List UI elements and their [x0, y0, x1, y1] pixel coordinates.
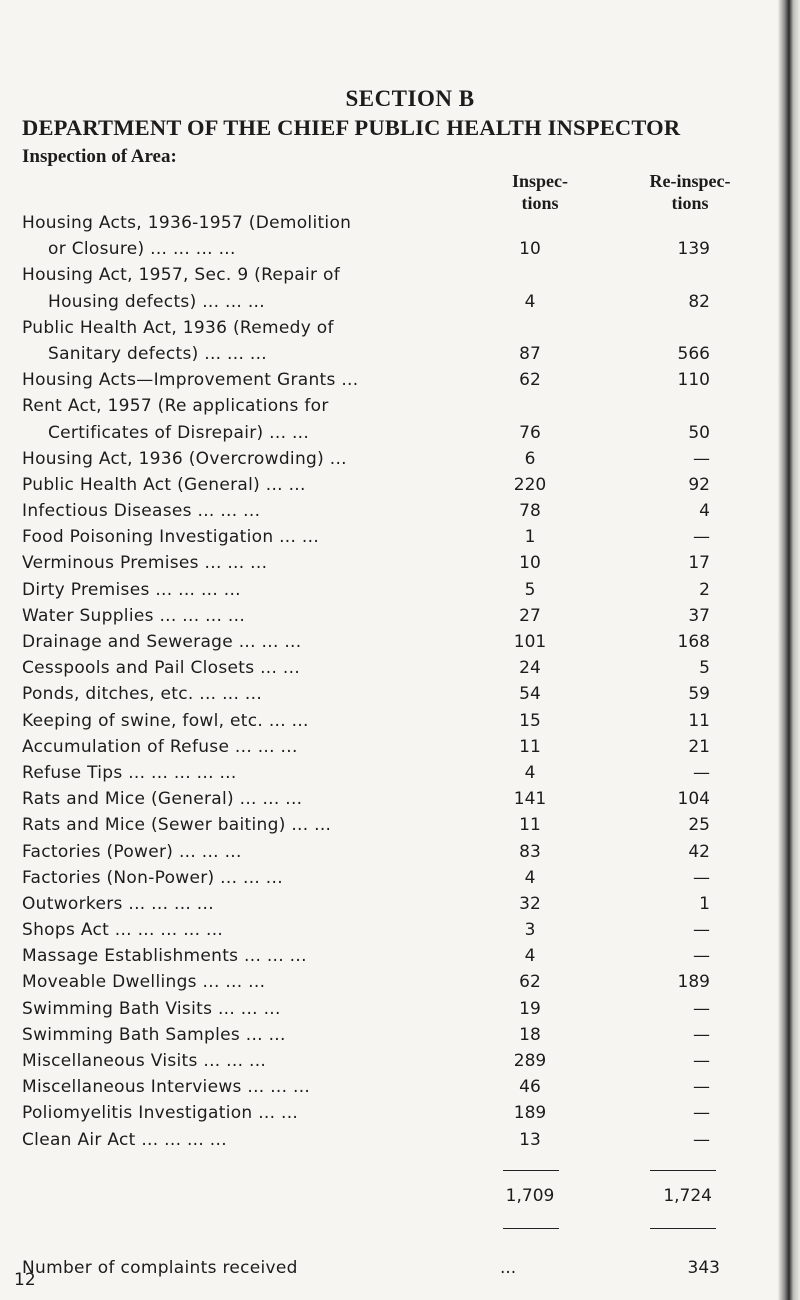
- table-row: [0, 315, 800, 341]
- row-label: Cesspools and Pail Closets ... ...: [22, 658, 301, 679]
- row-inspections: 5: [524, 579, 536, 600]
- row-label: Factories (Non-Power) ... ... ...: [22, 867, 283, 888]
- section-title: SECTION B: [345, 86, 475, 111]
- row-label: Water Supplies ... ... ... ...: [22, 605, 246, 626]
- row-label: Swimming Bath Samples ... ...: [22, 1024, 286, 1045]
- table-row: [0, 367, 800, 393]
- table-row: [0, 655, 800, 681]
- row-label: Dirty Premises ... ... ... ...: [22, 579, 241, 600]
- column-header-line: Re-inspec-: [649, 171, 731, 191]
- row-reinspections: 50: [688, 422, 710, 443]
- table-row: [0, 498, 800, 524]
- row-reinspections: 4: [699, 501, 710, 522]
- row-label: Miscellaneous Visits ... ... ...: [22, 1051, 267, 1071]
- row-label: Food Poisoning Investigation ... ...: [22, 527, 320, 548]
- table-row: [0, 839, 800, 865]
- row-reinspections: 168: [677, 632, 710, 652]
- row-reinspections: 110: [677, 370, 710, 391]
- table-row: [0, 472, 800, 498]
- complaints-leader: ...: [500, 1258, 517, 1278]
- row-label: Certificates of Disrepair) ... ...: [48, 422, 310, 443]
- row-label: Public Health Act (General) ... ...: [22, 474, 306, 495]
- row-inspections: 6: [524, 448, 536, 469]
- table-row: [0, 734, 800, 760]
- table-row: [0, 1100, 800, 1126]
- table-row: [0, 865, 800, 891]
- row-inspections: 54: [519, 684, 541, 705]
- column-header-line: tions: [521, 193, 559, 213]
- row-inspections: 4: [524, 291, 536, 312]
- row-inspections: 46: [519, 1077, 541, 1098]
- row-inspections: 141: [513, 789, 547, 810]
- row-label: Refuse Tips ... ... ... ... ...: [22, 762, 237, 783]
- table-row: [0, 996, 800, 1022]
- table-row: [0, 524, 800, 550]
- area-label: Inspection of Area:: [22, 146, 177, 167]
- row-reinspections: 59: [688, 684, 710, 705]
- row-inspections: 15: [519, 710, 541, 731]
- table-row: [0, 917, 800, 943]
- row-reinspections: —: [693, 762, 710, 783]
- row-reinspections: 566: [677, 343, 710, 364]
- row-label: Accumulation of Refuse ... ... ...: [22, 736, 298, 757]
- row-inspections: 3: [524, 920, 536, 941]
- row-label: Drainage and Sewerage ... ... ...: [22, 632, 302, 652]
- row-inspections: 1: [524, 527, 536, 548]
- table-row: [0, 760, 800, 786]
- row-reinspections: 2: [699, 579, 710, 600]
- row-label: Housing Acts—Improvement Grants ...: [22, 370, 359, 391]
- row-reinspections: —: [693, 1024, 710, 1045]
- table-row: [0, 786, 800, 812]
- column-header-line: tions: [671, 193, 709, 213]
- table-row: [0, 812, 800, 838]
- binding-edge: [778, 0, 800, 1300]
- row-label: Housing defects) ... ... ...: [48, 291, 265, 312]
- total-inspections: 1,709: [505, 1186, 555, 1206]
- row-reinspections: 37: [688, 605, 710, 626]
- row-inspections: 32: [519, 893, 541, 914]
- table-row: [0, 550, 800, 576]
- row-reinspections: —: [693, 1103, 710, 1124]
- table-row: [0, 1022, 800, 1048]
- department-title: DEPARTMENT OF THE CHIEF PUBLIC HEALTH INSPECTOR: [22, 115, 681, 140]
- total-rule-top-reinspections: [650, 1170, 716, 1171]
- table-row: [0, 236, 800, 262]
- row-reinspections: —: [693, 1077, 710, 1098]
- row-label: Infectious Diseases ... ... ...: [22, 501, 261, 522]
- row-reinspections: 82: [688, 291, 710, 312]
- row-inspections: 83: [519, 841, 541, 862]
- row-reinspections: 139: [677, 239, 710, 260]
- table-row: [0, 1048, 800, 1074]
- table-row: [0, 681, 800, 707]
- table-row: [0, 1127, 800, 1153]
- row-label: Rent Act, 1957 (Re applications for: [22, 396, 329, 417]
- total-rule-top-inspections: [503, 1170, 559, 1171]
- row-inspections: 189: [513, 1103, 547, 1124]
- row-inspections: 18: [519, 1024, 541, 1045]
- column-header-reinspections: [620, 170, 760, 214]
- row-label: Outworkers ... ... ... ...: [22, 893, 214, 914]
- table-row: [0, 708, 800, 734]
- row-inspections: 10: [519, 239, 541, 260]
- row-reinspections: —: [693, 920, 710, 941]
- row-reinspections: 21: [688, 736, 710, 757]
- complaints-value: 343: [687, 1258, 720, 1278]
- table-row: [0, 891, 800, 917]
- table-row: [0, 577, 800, 603]
- row-reinspections: 104: [677, 789, 710, 810]
- table-row: [0, 420, 800, 446]
- row-inspections: 11: [519, 815, 541, 836]
- row-reinspections: —: [693, 998, 710, 1019]
- row-label: or Closure) ... ... ... ...: [48, 239, 236, 260]
- row-reinspections: 1: [699, 893, 710, 914]
- row-label: Housing Act, 1936 (Overcrowding) ...: [22, 448, 347, 469]
- table-row: [0, 289, 800, 315]
- row-label: Poliomyelitis Investigation ... ...: [22, 1103, 299, 1124]
- row-reinspections: —: [693, 867, 710, 888]
- row-inspections: 24: [519, 658, 541, 679]
- row-label: Rats and Mice (Sewer baiting) ... ...: [22, 815, 332, 836]
- row-inspections: 4: [524, 762, 536, 783]
- table-row: [0, 969, 800, 995]
- row-reinspections: —: [693, 1051, 710, 1071]
- table-row: [0, 446, 800, 472]
- row-label: Shops Act ... ... ... ... ...: [22, 920, 224, 941]
- row-reinspections: —: [693, 1129, 710, 1150]
- row-reinspections: 25: [688, 815, 710, 836]
- row-reinspections: 11: [688, 710, 710, 731]
- row-inspections: 220: [513, 474, 547, 495]
- row-label: Public Health Act, 1936 (Remedy of: [22, 317, 334, 338]
- row-reinspections: 5: [699, 658, 710, 679]
- row-label: Housing Acts, 1936-1957 (Demolition: [22, 213, 352, 233]
- column-header-line: Inspec-: [511, 171, 568, 191]
- row-label: Sanitary defects) ... ... ...: [48, 343, 267, 364]
- row-label: Miscellaneous Interviews ... ... ...: [22, 1077, 311, 1098]
- row-reinspections: —: [693, 946, 710, 967]
- row-label: Swimming Bath Visits ... ... ...: [22, 998, 281, 1019]
- row-label: Housing Act, 1957, Sec. 9 (Repair of: [22, 265, 341, 286]
- row-inspections: 11: [519, 736, 541, 757]
- row-inspections: 62: [519, 370, 541, 391]
- row-label: Clean Air Act ... ... ... ...: [22, 1129, 227, 1150]
- page-number: 12: [14, 1270, 36, 1290]
- row-reinspections: 42: [688, 841, 710, 862]
- row-label: Keeping of swine, fowl, etc. ... ...: [22, 710, 309, 731]
- row-inspections: 10: [519, 553, 541, 574]
- row-inspections: 62: [519, 972, 541, 993]
- table-row: [0, 210, 800, 236]
- row-inspections: 13: [519, 1129, 541, 1150]
- row-inspections: 27: [519, 605, 541, 626]
- row-label: Moveable Dwellings ... ... ...: [22, 972, 266, 993]
- row-reinspections: 17: [688, 553, 710, 574]
- row-reinspections: 189: [677, 972, 710, 993]
- row-label: Ponds, ditches, etc. ... ... ...: [22, 684, 263, 705]
- row-reinspections: —: [693, 527, 710, 548]
- column-header-inspections: [485, 170, 595, 214]
- row-inspections: 87: [519, 343, 541, 364]
- total-rule-bottom-inspections: [503, 1228, 559, 1229]
- table-row: [0, 262, 800, 288]
- row-label: Factories (Power) ... ... ...: [22, 841, 242, 862]
- row-inspections: 4: [524, 946, 536, 967]
- table-row: [0, 629, 800, 655]
- total-reinspections: 1,724: [663, 1186, 712, 1206]
- row-reinspections: —: [693, 448, 710, 469]
- table-row: [0, 943, 800, 969]
- row-inspections: 76: [519, 422, 541, 443]
- row-inspections: 19: [519, 998, 541, 1019]
- row-inspections: 78: [519, 501, 541, 522]
- row-inspections: 4: [524, 867, 536, 888]
- table-row: [0, 341, 800, 367]
- row-inspections: 289: [513, 1051, 547, 1071]
- row-label: Rats and Mice (General) ... ... ...: [22, 789, 303, 810]
- complaints-label: Number of complaints received: [22, 1258, 298, 1278]
- table-row: [0, 1074, 800, 1100]
- row-label: Verminous Premises ... ... ...: [22, 553, 268, 574]
- table-row: [0, 603, 800, 629]
- total-rule-bottom-reinspections: [650, 1228, 716, 1229]
- inspection-table: [0, 210, 800, 1153]
- table-row: [0, 393, 800, 419]
- row-reinspections: 92: [688, 474, 710, 495]
- row-inspections: 101: [513, 632, 547, 652]
- row-label: Massage Establishments ... ... ...: [22, 946, 307, 967]
